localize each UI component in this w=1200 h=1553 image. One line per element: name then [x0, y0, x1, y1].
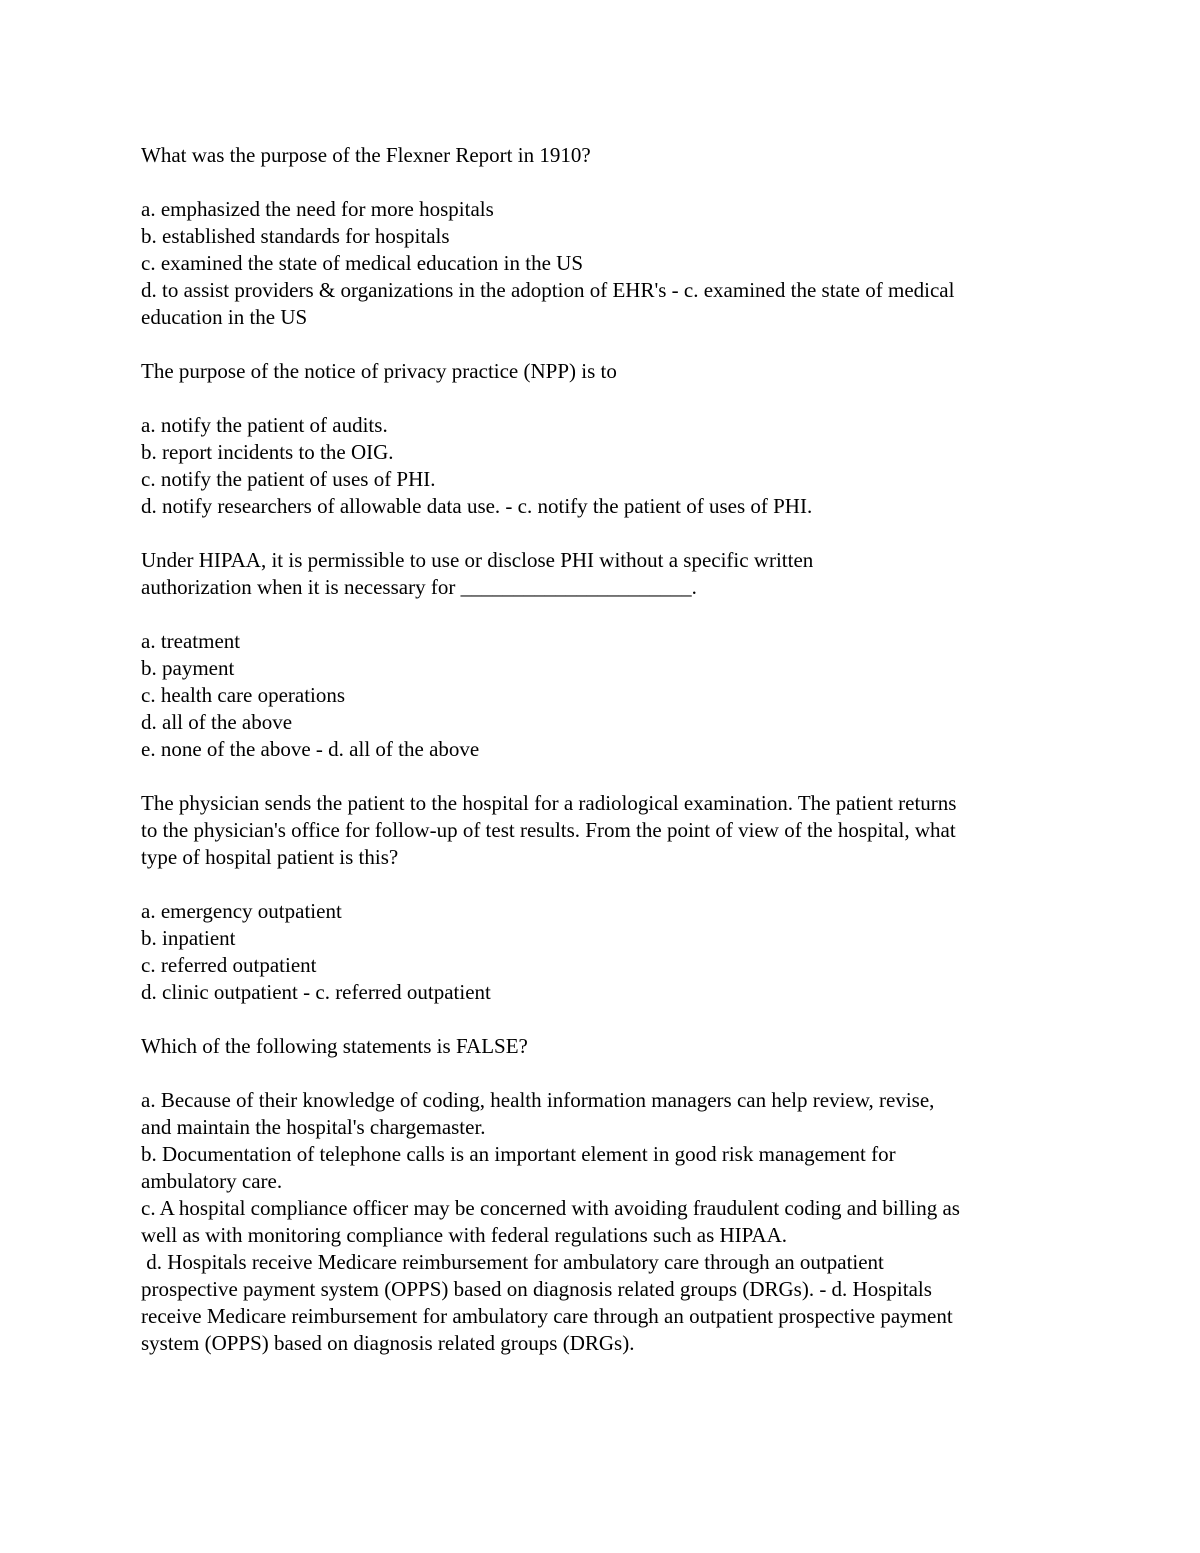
option-line: c. health care operations — [141, 683, 346, 707]
option-line: c. A hospital compliance officer may be concerned with avoiding fraudulent coding and billing as — [141, 1196, 960, 1220]
option-line: well as with monitoring compliance with federal regulations such as HIPAA. — [141, 1223, 788, 1247]
question-line: The purpose of the notice of privacy practice (NPP) is to — [141, 359, 617, 383]
option-line: c. referred outpatient — [141, 953, 317, 977]
question-2-options — [141, 412, 1071, 520]
question-line: The physician sends the patient to the hospital for a radiological examination. The patient returns — [141, 791, 957, 815]
option-line: education in the US — [141, 305, 308, 329]
document-body — [141, 142, 1071, 1384]
question-1-text — [141, 142, 1071, 169]
option-line: d. clinic outpatient - c. referred outpatient — [141, 980, 491, 1004]
option-line: d. notify researchers of allowable data use. - c. notify the patient of uses of PHI. — [141, 494, 813, 518]
option-line: b. Documentation of telephone calls is an important element in good risk management for — [141, 1142, 896, 1166]
option-line: ambulatory care. — [141, 1169, 283, 1193]
question-2-text — [141, 358, 1071, 385]
question-4-options — [141, 898, 1071, 1006]
question-line: authorization when it is necessary for ______________________. — [141, 575, 697, 599]
option-line: b. inpatient — [141, 926, 236, 950]
option-line: and maintain the hospital's chargemaster. — [141, 1115, 486, 1139]
question-line: Which of the following statements is FALSE? — [141, 1034, 528, 1058]
option-line: a. notify the patient of audits. — [141, 413, 388, 437]
option-line: a. treatment — [141, 629, 241, 653]
option-line: b. established standards for hospitals — [141, 224, 450, 248]
option-line: prospective payment system (OPPS) based on diagnosis related groups (DRGs). - d. Hospitals — [141, 1277, 932, 1301]
option-line: a. emphasized the need for more hospitals — [141, 197, 494, 221]
question-1-options — [141, 196, 1071, 331]
question-4-text — [141, 790, 1071, 871]
question-3-options — [141, 628, 1071, 763]
option-line: receive Medicare reimbursement for ambulatory care through an outpatient prospective payment — [141, 1304, 953, 1328]
option-line: b. report incidents to the OIG. — [141, 440, 394, 464]
question-line: Under HIPAA, it is permissible to use or disclose PHI without a specific written — [141, 548, 814, 572]
question-line: What was the purpose of the Flexner Report in 1910? — [141, 143, 591, 167]
option-line: system (OPPS) based on diagnosis related groups (DRGs). — [141, 1331, 635, 1355]
option-line: c. examined the state of medical education in the US — [141, 251, 584, 275]
question-3-text — [141, 547, 1071, 601]
option-line: d. Hospitals receive Medicare reimbursement for ambulatory care through an outpatient — [141, 1250, 884, 1274]
option-line: a. emergency outpatient — [141, 899, 342, 923]
option-line: a. Because of their knowledge of coding, health information managers can help review, revise, — [141, 1088, 935, 1112]
question-5-text — [141, 1033, 1071, 1060]
option-line: d. to assist providers & organizations in the adoption of EHR's - c. examined the state of medical — [141, 278, 955, 302]
question-5-options — [141, 1087, 1071, 1357]
option-line: b. payment — [141, 656, 235, 680]
question-line: to the physician's office for follow-up of test results. From the point of view of the hospital, what — [141, 818, 956, 842]
option-line: c. notify the patient of uses of PHI. — [141, 467, 436, 491]
question-line: type of hospital patient is this? — [141, 845, 399, 869]
option-line: e. none of the above - d. all of the above — [141, 737, 480, 761]
option-line: d. all of the above — [141, 710, 293, 734]
